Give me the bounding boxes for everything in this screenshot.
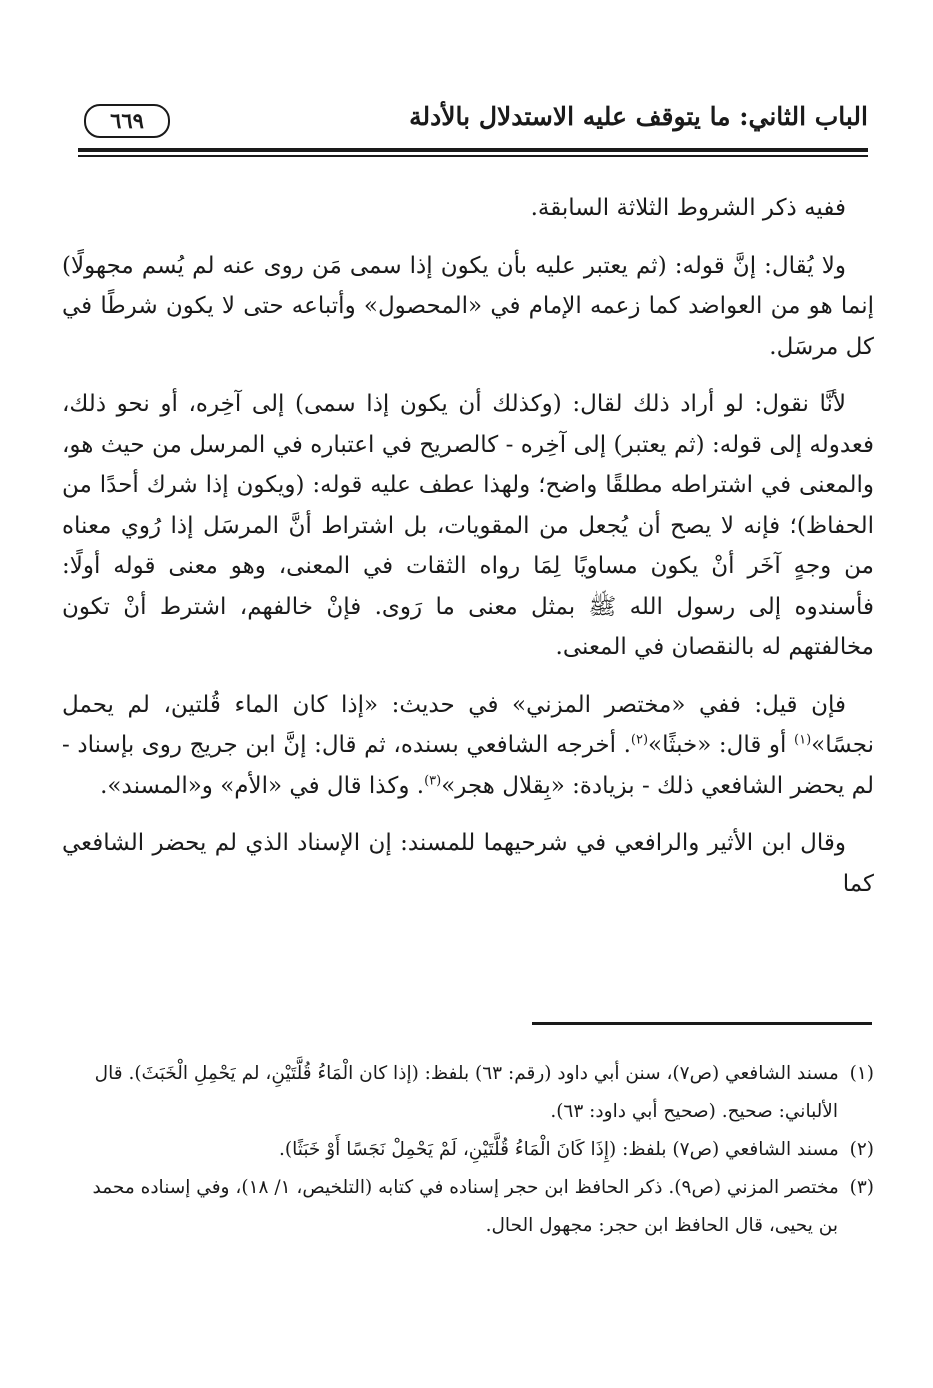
paragraph-4-part-d: . وكذا قال في «الأم» و«المسند». <box>100 772 425 799</box>
footnote-1-number: (١) <box>849 1063 874 1084</box>
footnote-1 <box>62 1056 874 1091</box>
footnote-2-text: مسند الشافعي (ص٧) بلفظ: (إِذَا كَانَ الْمَاءُ قُلَّتَيْنِ، لَمْ يَحْمِلْ نَجَسًا أَوْ خَبَثًا). <box>279 1139 839 1160</box>
footnote-ref-3[interactable]: (٣) <box>424 772 442 788</box>
paragraph-5: وقال ابن الأثير والرافعي في شرحيهما للمسند: إن الإسناد الذي لم يحضر الشافعي كما <box>62 830 874 897</box>
footnote-2 <box>62 1132 874 1167</box>
paragraph-4 <box>62 685 874 807</box>
footnote-separator <box>532 1022 872 1025</box>
main-text <box>62 188 874 921</box>
footnote-ref-2[interactable]: (٢) <box>630 732 649 748</box>
paragraph-4-part-a: فإن قيل: ففي «مختصر المزني» في حديث: «إذا كان الماء قُلتين، لم يحمل نجسًا» <box>62 691 874 758</box>
footnote-1-continuation: الألباني: صحيح. (صحيح أبي داود: ٦٣). <box>550 1101 838 1122</box>
footnote-3-continuation: بن يحيى، قال الحافظ ابن حجر: مجهول الحال. <box>485 1215 838 1236</box>
footnote-3-number: (٣) <box>849 1177 874 1198</box>
footnotes <box>62 1056 874 1246</box>
footnote-2-number: (٢) <box>849 1139 874 1160</box>
footnote-1-text: مسند الشافعي (ص٧)، سنن أبي داود (رقم: ٦٣) بلفظ: (إذا كان الْمَاءُ قُلَّتَيْنِ، لم يَحْمِلِ الْخَبَثَ). قال <box>94 1063 839 1084</box>
paragraph-2: ولا يُقال: إنَّ قوله: (ثم يعتبر عليه بأن يكون إذا سمى مَن روى عنه لم يُسم مجهولًا) إنما هو من العواضد كما زعمه الإمام في «المحصول» وأتباعه حتى لا يكون شرطًا في كل مرسَل. <box>62 252 874 360</box>
running-header <box>78 98 868 148</box>
chapter-title: الباب الثاني: ما يتوقف عليه الاستدلال بالأدلة <box>409 102 868 131</box>
header-divider-thin <box>78 155 868 157</box>
page-number-badge: ٦٦٩ <box>84 104 170 138</box>
footnote-3 <box>62 1170 874 1205</box>
paragraph-3: لأنَّا نقول: لو أراد ذلك لقال: (وكذلك أن يكون إذا سمى) إلى آخِره، أو نحو ذلك، فعدوله إلى قوله: (ثم يعتبر) إلى آخِره - كالصريح في اعتباره في المرسل من حيث هو، والمعنى في اشتراطه مطلقًا واضح؛ ولهذا عطف عليه قوله: (ويكون إذا شرك أحدًا من الحفاظ)؛ فإنه لا يصح أن يُجعل من المقويات، بل اشتراط أنَّ المرسَل إذا رُوي معناه من وجهٍ آخَر أنْ يكون مساويًا لِمَا رواه الثقات في المعنى، وهو معنى قوله أولًا: فأسندوه إلى رسول الله ﷺ بمثل معنى ما رَوى. فإنْ خالفهم، اشترط أنْ تكون مخالفتهم له بالنقصان في المعنى. <box>62 391 874 660</box>
header-divider-thick <box>78 148 868 152</box>
footnote-ref-1[interactable]: (١) <box>794 732 812 748</box>
paragraph-1: ففيه ذكر الشروط الثلاثة السابقة. <box>530 195 846 221</box>
paragraph-4-part-b: أو قال: «خبثًا» <box>648 732 794 758</box>
paragraph-4-part-c: . أخرجه الشافعي بسنده، ثم قال: إنَّ ابن جريج روى بإسناد - لم يحضر الشافعي ذلك - بزيادة: «بِقلال هجر» <box>62 732 874 799</box>
footnote-3-text: مختصر المزني (ص٩). ذكر الحافظ ابن حجر إسناده في كتابه (التلخيص، ١/ ١٨)، وفي إسناده محمد <box>92 1177 839 1198</box>
